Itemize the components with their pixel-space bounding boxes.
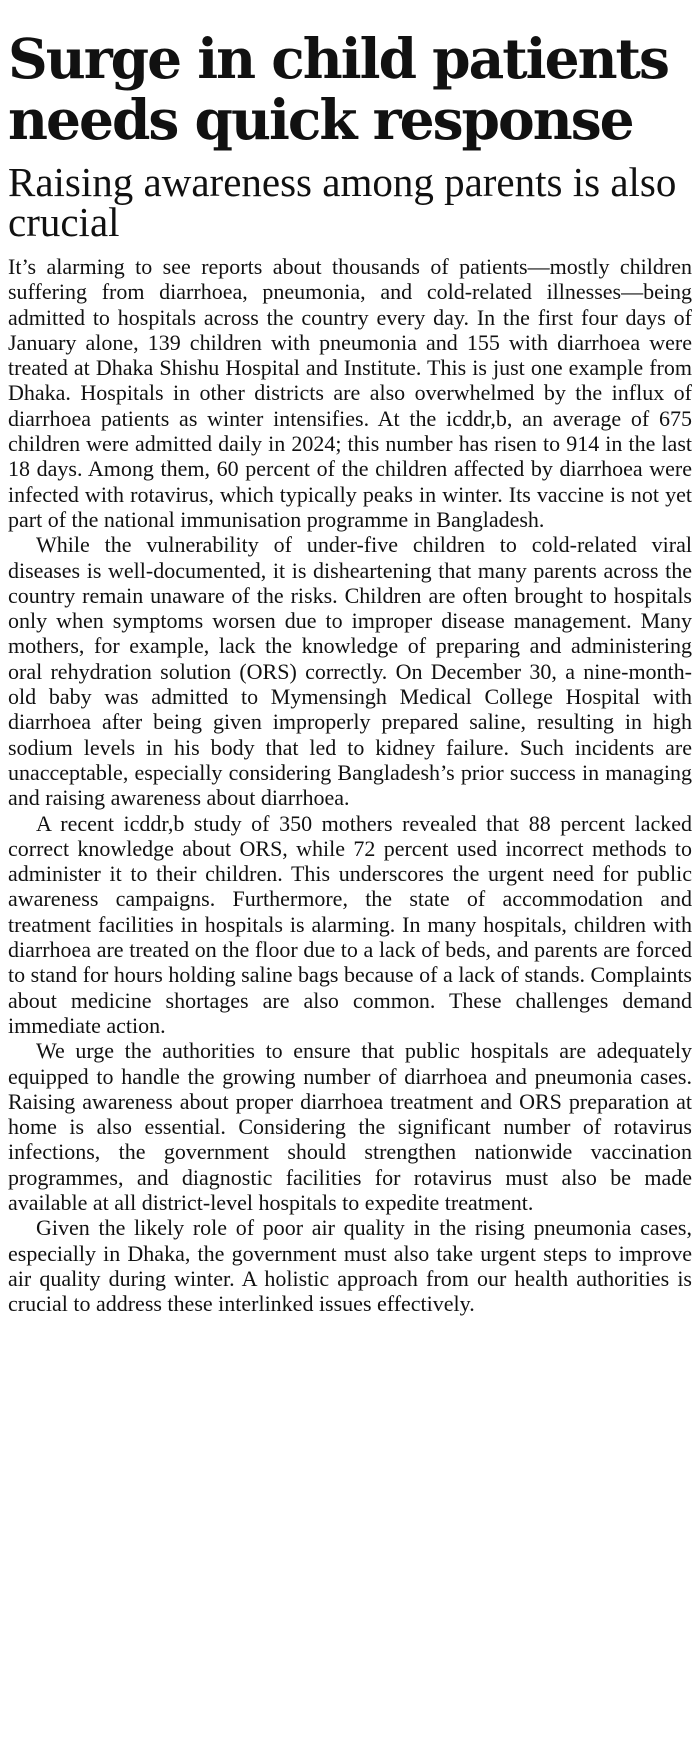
article-body (8, 254, 692, 1316)
paragraph-2: While the vulnerability of under-five children to cold-related viral diseases is well-documented, it is disheartening that many parents across the country remain unaware of the risks. Children are often brought to hospitals only when symptoms worsen due to improper disease management. Many mothers, for example, lack the knowledge of preparing and administering oral rehydration solution (ORS) correctly. On December 30, a nine-month-old baby was admitted to Mymensingh Medical College Hospital with diarrhoea after being given improperly prepared saline, resulting in high sodium levels in his body that led to kidney failure. Such incidents are unacceptable, especially considering Bangladesh’s prior success in managing and raising awareness about diarrhoea. (8, 532, 692, 811)
paragraph-1: It’s alarming to see reports about thousands of patients—mostly children suffering from diarrhoea, pneumonia, and cold-related illnesses—being admitted to hospitals across the country every day. In the first four days of January alone, 139 children with pneumonia and 155 with diarrhoea were treated at Dhaka Shishu Hospital and Institute. This is just one example from Dhaka. Hospitals in other districts are also overwhelmed by the influx of diarrhoea patients as winter intensifies. At the icddr,b, an average of 675 children were admitted daily in 2024; this number has risen to 914 in the last 18 days. Among them, 60 percent of the children affected by diarrhoea were infected with rotavirus, which typically peaks in winter. Its vaccine is not yet part of the national immunisation programme in Bangladesh. (8, 254, 692, 532)
headline: Surge in child patients needs quick response (8, 26, 668, 152)
paragraph-5: Given the likely role of poor air quality in the rising pneumonia cases, especially in Dhaka, the government must also take urgent steps to improve air quality during winter. A holistic approach from our health authorities is crucial to address these interlinked issues effectively. (8, 1215, 692, 1317)
subheadline: Raising awareness among parents is also crucial (8, 159, 677, 245)
paragraph-3: A recent icddr,b study of 350 mothers revealed that 88 percent lacked correct knowledge about ORS, while 72 percent used incorrect methods to administer it to their children. This underscores the urgent need for public awareness campaigns. Furthermore, the state of accommodation and treatment facilities in hospitals is alarming. In many hospitals, children with diarrhoea are treated on the floor due to a lack of beds, and parents are forced to stand for hours holding saline bags because of a lack of stands. Complaints about medicine shortages are also common. These challenges demand immediate action. (8, 810, 692, 1038)
paragraph-4: We urge the authorities to ensure that public hospitals are adequately equipped to handle the growing number of diarrhoea and pneumonia cases. Raising awareness about proper diarrhoea treatment and ORS preparation at home is also essential. Considering the significant number of rotavirus infections, the government should strengthen nationwide vaccination programmes, and diagnostic facilities for rotavirus must also be made available at all district-level hospitals to expedite treatment. (8, 1038, 692, 1215)
